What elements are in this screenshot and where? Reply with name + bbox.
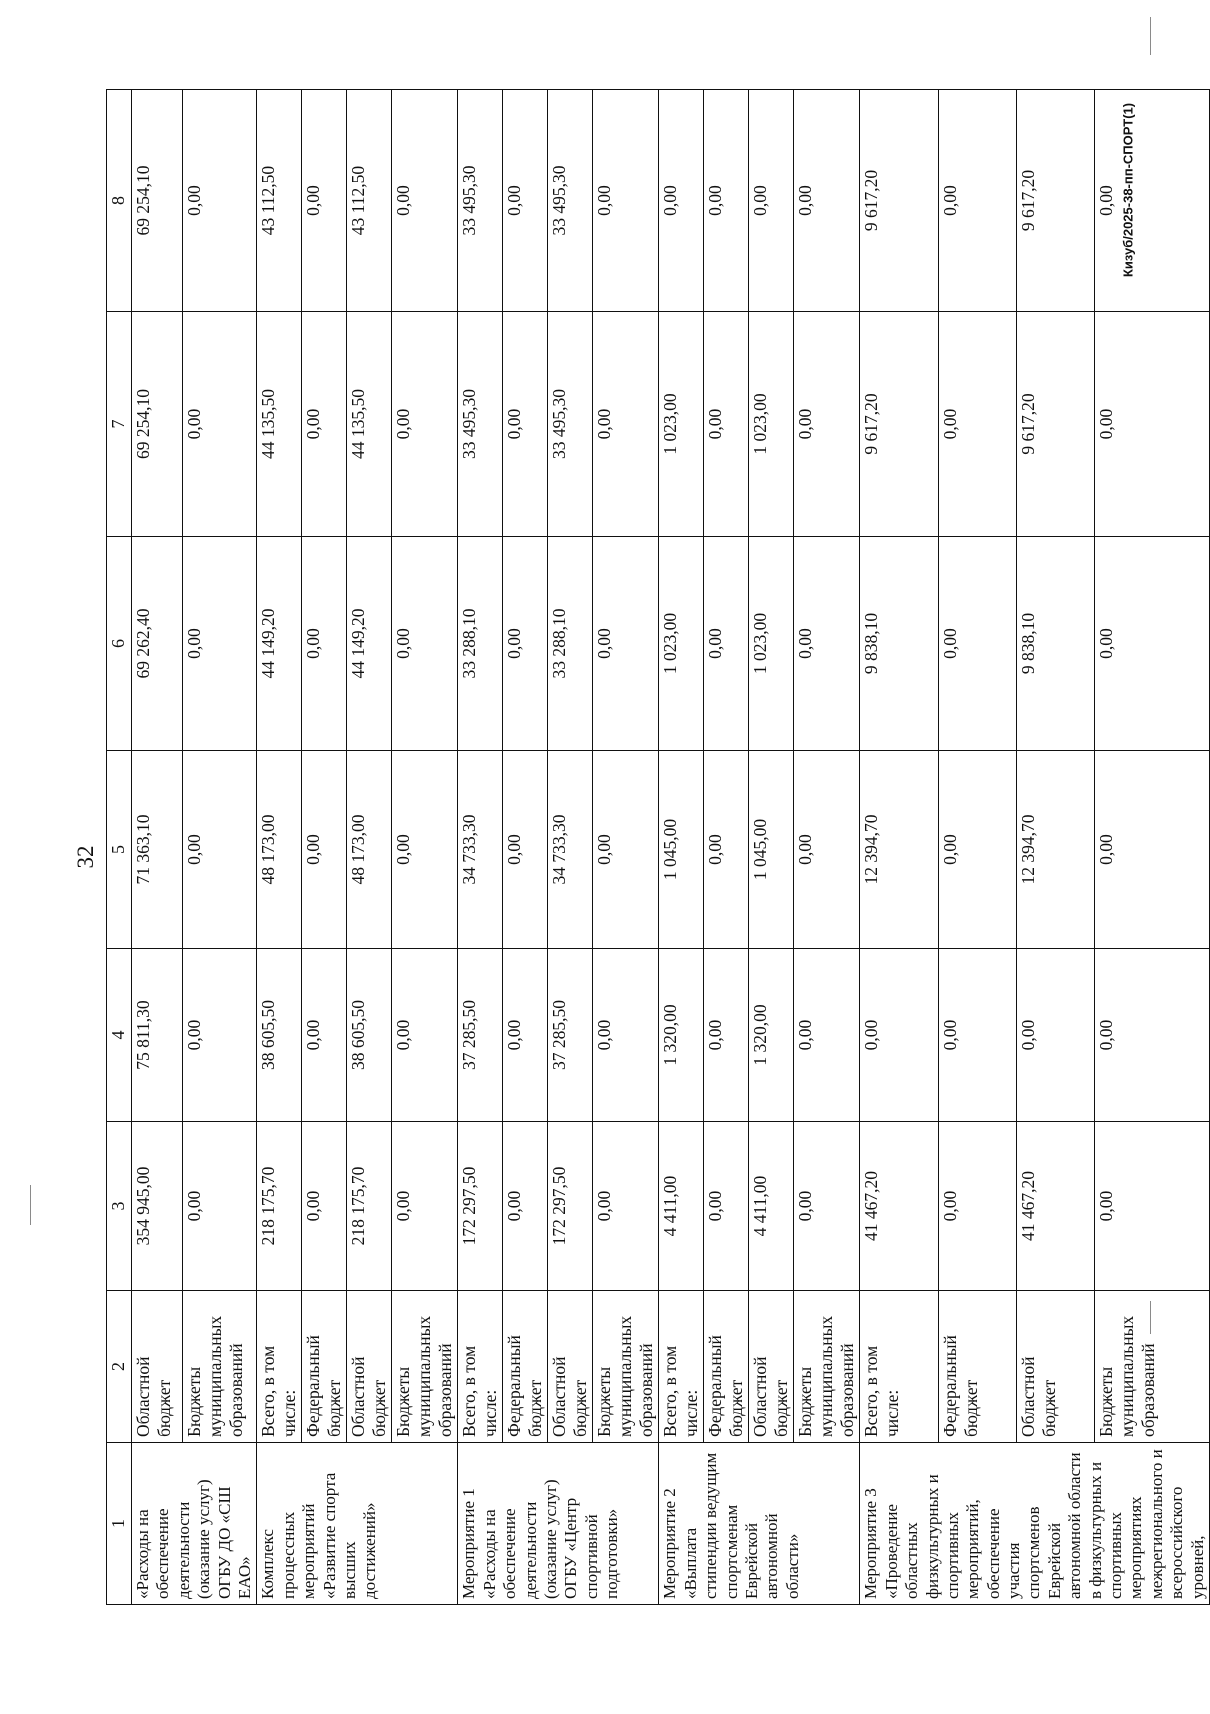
activity-title-cell: «Расходы на обеспечение деятельности (оказание услуг) ОГБУ ДО «СШ ЕАО» [132, 1443, 257, 1605]
amount-cell: 48 173,00 [347, 751, 392, 949]
amount-cell: 354 945,00 [132, 1122, 183, 1291]
table-row [458, 90, 503, 1605]
amount-cell: 0,00 [392, 312, 458, 537]
amount-cell: 1 023,00 [659, 312, 704, 537]
amount-cell: 33 288,10 [548, 537, 593, 751]
column-header: 7 [107, 312, 132, 537]
funding-source-cell: Федеральный бюджет [302, 1291, 347, 1443]
amount-cell: 0,00 [302, 751, 347, 949]
funding-source-cell: Всего, в том числе: [860, 1291, 938, 1443]
amount-cell: 34 733,30 [548, 751, 593, 949]
amount-cell: 0,00 [302, 90, 347, 312]
funding-source-cell: Областной бюджет [347, 1291, 392, 1443]
amount-cell: 0,00 [1095, 312, 1210, 537]
amount-cell: 0,00 [593, 751, 659, 949]
amount-cell: 1 320,00 [749, 949, 794, 1122]
amount-cell: 0,00 [392, 537, 458, 751]
table-row [938, 90, 1016, 1605]
amount-cell: 1 320,00 [659, 949, 704, 1122]
amount-cell: 0,00 [794, 949, 860, 1122]
table-row [593, 90, 659, 1605]
table-header-row [107, 90, 132, 1605]
table-row [257, 90, 302, 1605]
amount-cell: 69 254,10 [132, 312, 183, 537]
amount-cell: 43 112,50 [257, 90, 302, 312]
amount-cell: 0,00 [182, 1122, 257, 1291]
amount-cell: 0,00 [704, 751, 749, 949]
amount-cell: 0,00 [1095, 537, 1210, 751]
table-row [1016, 90, 1094, 1605]
amount-cell: 0,00 [704, 312, 749, 537]
amount-cell: 0,00 [182, 537, 257, 751]
table-row [749, 90, 794, 1605]
amount-cell: 0,00 [749, 90, 794, 312]
amount-cell: 44 149,20 [257, 537, 302, 751]
amount-cell: 0,00 [182, 751, 257, 949]
amount-cell: 9 838,10 [1016, 537, 1094, 751]
amount-cell: 218 175,70 [347, 1122, 392, 1291]
amount-cell: 0,00 [938, 1122, 1016, 1291]
amount-cell: 33 495,30 [548, 90, 593, 312]
amount-cell: 0,00 [392, 751, 458, 949]
amount-cell: 41 467,20 [1016, 1122, 1094, 1291]
amount-cell: 0,00 [704, 90, 749, 312]
amount-cell: 0,00 [302, 949, 347, 1122]
amount-cell: 0,00 [1095, 751, 1210, 949]
amount-cell: 0,00 [938, 90, 1016, 312]
amount-cell: 0,00 [704, 537, 749, 751]
amount-cell: 0,00 [593, 537, 659, 751]
amount-cell: 38 605,50 [347, 949, 392, 1122]
document-code: Кизуб/2025-38-пп-СПОРТ(1) [1120, 102, 1136, 278]
amount-cell: 1 023,00 [749, 312, 794, 537]
amount-cell: 4 411,00 [749, 1122, 794, 1291]
amount-cell: 0,00 [392, 949, 458, 1122]
amount-cell: 12 394,70 [860, 751, 938, 949]
amount-cell: 33 288,10 [458, 537, 503, 751]
table-row [1095, 90, 1210, 1605]
table-row [132, 90, 183, 1605]
table-row [503, 90, 548, 1605]
amount-cell: 0,00 [704, 1122, 749, 1291]
column-header: 5 [107, 751, 132, 949]
amount-cell: 0,00 [938, 312, 1016, 537]
scan-edge-line [30, 1185, 31, 1225]
amount-cell: 0,00 [182, 312, 257, 537]
amount-cell: 1 023,00 [659, 537, 704, 751]
amount-cell: 37 285,50 [548, 949, 593, 1122]
amount-cell: 71 363,10 [132, 751, 183, 949]
amount-cell: 0,00 [794, 751, 860, 949]
activity-title-cell: Мероприятие 3 «Проведение областных физкультурных и спортивных мероприятий, обеспечение участия спортсменов Еврейской автономной области в физкультурных и спортивных мероприятиях межрегионального и всероссийского уровней, [860, 1443, 1210, 1605]
activity-title-cell: Комплекс процессных мероприятий «Развитие спорта высших достижений» [257, 1443, 458, 1605]
amount-cell: 0,00 [302, 537, 347, 751]
amount-cell: 0,00 [302, 1122, 347, 1291]
amount-cell: 44 149,20 [347, 537, 392, 751]
amount-cell: 0,00 [794, 312, 860, 537]
amount-cell: 0,00 [392, 90, 458, 312]
amount-cell: 0,00 [503, 90, 548, 312]
amount-cell: 0,00 [1095, 1122, 1210, 1291]
amount-cell: 9 838,10 [860, 537, 938, 751]
amount-cell: 0,00 [593, 949, 659, 1122]
amount-cell: 44 135,50 [347, 312, 392, 537]
column-header: 6 [107, 537, 132, 751]
amount-cell: 0,00 [659, 90, 704, 312]
amount-cell: 218 175,70 [257, 1122, 302, 1291]
funding-source-cell: Всего, в том числе: [458, 1291, 503, 1443]
amount-cell: 69 254,10 [132, 90, 183, 312]
amount-cell: 0,00 [503, 949, 548, 1122]
amount-cell: 34 733,30 [458, 751, 503, 949]
activity-title-cell: Мероприятие 2 «Выплата стипендии ведущим спортсменам Еврейской автономной области» [659, 1443, 860, 1605]
funding-source-cell: Бюджеты муниципальных образований [392, 1291, 458, 1443]
funding-source-cell: Областной бюджет [548, 1291, 593, 1443]
table-row [860, 90, 938, 1605]
amount-cell: 69 262,40 [132, 537, 183, 751]
amount-cell: 0,00 [794, 1122, 860, 1291]
column-header: 1 [107, 1443, 132, 1605]
activity-title-cell: Мероприятие 1 «Расходы на обеспечение деятельности (оказание услуг) ОГБУ «Центр спортивной подготовки» [458, 1443, 659, 1605]
amount-cell: 0,00 [794, 90, 860, 312]
amount-cell: 4 411,00 [659, 1122, 704, 1291]
amount-cell: 172 297,50 [548, 1122, 593, 1291]
funding-source-cell: Бюджеты муниципальных образований [1095, 1291, 1210, 1443]
amount-cell: 1 045,00 [659, 751, 704, 949]
amount-cell: 0,00 [938, 949, 1016, 1122]
amount-cell: 0,00 [1095, 949, 1210, 1122]
column-header: 3 [107, 1122, 132, 1291]
amount-cell: 0,00 [593, 312, 659, 537]
funding-source-cell: Федеральный бюджет [704, 1291, 749, 1443]
amount-cell: 0,00 [593, 90, 659, 312]
amount-cell: 0,00 [182, 949, 257, 1122]
amount-cell: 9 617,20 [860, 312, 938, 537]
amount-cell: 1 023,00 [749, 537, 794, 751]
amount-cell: 38 605,50 [257, 949, 302, 1122]
table-row [302, 90, 347, 1605]
amount-cell: 1 045,00 [749, 751, 794, 949]
funding-source-cell: Областной бюджет [749, 1291, 794, 1443]
amount-cell: 0,00 [302, 312, 347, 537]
amount-cell: 33 495,30 [548, 312, 593, 537]
budget-table [106, 89, 1210, 1605]
amount-cell: 0,00 [503, 537, 548, 751]
amount-cell: 0,00 [1016, 949, 1094, 1122]
funding-source-cell: Всего, в том числе: [659, 1291, 704, 1443]
table-row [659, 90, 704, 1605]
amount-cell: 0,00 [938, 751, 1016, 949]
amount-cell: 0,00 [503, 1122, 548, 1291]
amount-cell: 0,00 [938, 537, 1016, 751]
amount-cell: 9 617,20 [1016, 312, 1094, 537]
table-row [182, 90, 257, 1605]
funding-source-cell: Бюджеты муниципальных образований [593, 1291, 659, 1443]
amount-cell: 33 495,30 [458, 312, 503, 537]
column-header: 8 [107, 90, 132, 312]
amount-cell: 37 285,50 [458, 949, 503, 1122]
table-row [548, 90, 593, 1605]
column-header: 2 [107, 1291, 132, 1443]
funding-source-cell: Федеральный бюджет [938, 1291, 1016, 1443]
amount-cell: 33 495,30 [458, 90, 503, 312]
scan-edge-line [1150, 17, 1151, 55]
amount-cell: 9 617,20 [860, 90, 938, 312]
amount-cell: 0,00 [503, 751, 548, 949]
table-row [794, 90, 860, 1605]
amount-cell: 0,00 [593, 1122, 659, 1291]
table-row [704, 90, 749, 1605]
table-row [392, 90, 458, 1605]
amount-cell: 0,00 [704, 949, 749, 1122]
amount-cell: 0,00 [1095, 90, 1210, 312]
funding-source-cell: Всего, в том числе: [257, 1291, 302, 1443]
amount-cell: 0,00 [182, 90, 257, 312]
amount-cell: 12 394,70 [1016, 751, 1094, 949]
amount-cell: 0,00 [794, 537, 860, 751]
funding-source-cell: Областной бюджет [132, 1291, 183, 1443]
amount-cell: 44 135,50 [257, 312, 302, 537]
amount-cell: 48 173,00 [257, 751, 302, 949]
table-row [347, 90, 392, 1605]
amount-cell: 9 617,20 [1016, 90, 1094, 312]
amount-cell: 0,00 [503, 312, 548, 537]
funding-source-cell: Бюджеты муниципальных образований [794, 1291, 860, 1443]
amount-cell: 43 112,50 [347, 90, 392, 312]
page-number: 32 [73, 845, 98, 869]
amount-cell: 172 297,50 [458, 1122, 503, 1291]
amount-cell: 75 811,30 [132, 949, 183, 1122]
column-header: 4 [107, 949, 132, 1122]
funding-source-cell: Областной бюджет [1016, 1291, 1094, 1443]
funding-source-cell: Федеральный бюджет [503, 1291, 548, 1443]
amount-cell: 0,00 [392, 1122, 458, 1291]
funding-source-cell: Бюджеты муниципальных образований [182, 1291, 257, 1443]
amount-cell: 41 467,20 [860, 1122, 938, 1291]
amount-cell: 0,00 [860, 949, 938, 1122]
